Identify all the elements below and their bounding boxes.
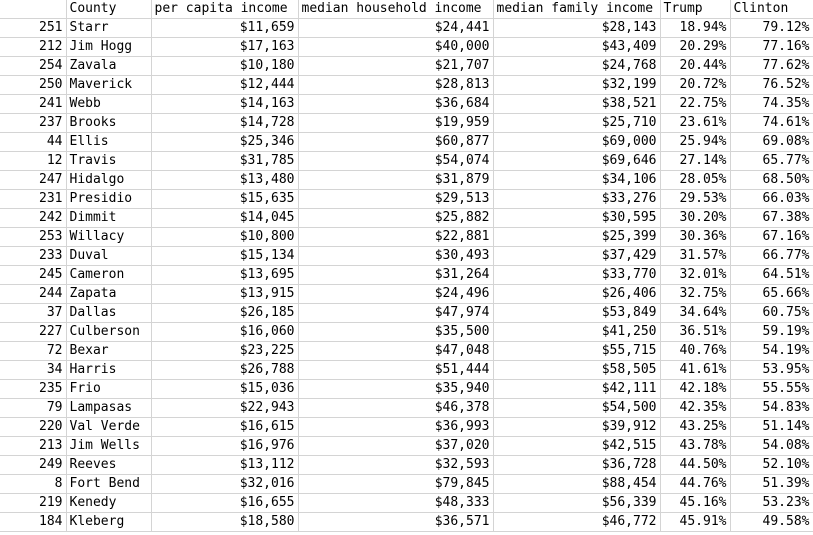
cell-per-capita-income[interactable]: $13,915	[151, 285, 298, 304]
cell-clinton[interactable]: 54.19%	[730, 342, 813, 361]
cell-trump[interactable]: 43.25%	[660, 418, 730, 437]
cell-county[interactable]: Zapata	[66, 285, 151, 304]
cell-id[interactable]: 44	[0, 133, 66, 152]
cell-trump[interactable]: 44.76%	[660, 475, 730, 494]
cell-clinton[interactable]: 77.62%	[730, 57, 813, 76]
table-row	[0, 304, 813, 323]
cell-id[interactable]: 231	[0, 190, 66, 209]
cell-per-capita-income[interactable]: $18,580	[151, 513, 298, 532]
cell-median-family-income[interactable]: $42,111	[493, 380, 660, 399]
cell-clinton[interactable]: 49.58%	[730, 513, 813, 532]
cell-county[interactable]: Kleberg	[66, 513, 151, 532]
cell-median-family-income[interactable]: $69,646	[493, 152, 660, 171]
cell-clinton[interactable]: 53.95%	[730, 361, 813, 380]
cell-per-capita-income[interactable]: $31,785	[151, 152, 298, 171]
cell-id[interactable]: 237	[0, 114, 66, 133]
cell-county[interactable]: Lampasas	[66, 399, 151, 418]
cell-clinton[interactable]: 65.77%	[730, 152, 813, 171]
cell-median-family-income[interactable]: $56,339	[493, 494, 660, 513]
cell-per-capita-income[interactable]: $14,728	[151, 114, 298, 133]
cell-trump[interactable]: 18.94%	[660, 19, 730, 38]
cell-county[interactable]: Zavala	[66, 57, 151, 76]
cell-per-capita-income[interactable]: $15,635	[151, 190, 298, 209]
cell-id[interactable]: 219	[0, 494, 66, 513]
cell-county[interactable]: Culberson	[66, 323, 151, 342]
table-row	[0, 247, 813, 266]
cell-id[interactable]: 250	[0, 76, 66, 95]
cell-median-household-income[interactable]: $35,940	[298, 380, 493, 399]
cell-id[interactable]: 34	[0, 361, 66, 380]
cell-per-capita-income[interactable]: $10,800	[151, 228, 298, 247]
cell-id[interactable]: 79	[0, 399, 66, 418]
cell-trump[interactable]: 32.75%	[660, 285, 730, 304]
cell-county[interactable]: Dimmit	[66, 209, 151, 228]
cell-id[interactable]: 242	[0, 209, 66, 228]
cell-clinton[interactable]: 64.51%	[730, 266, 813, 285]
cell-trump[interactable]: 44.50%	[660, 456, 730, 475]
cell-trump[interactable]: 28.05%	[660, 171, 730, 190]
cell-median-family-income[interactable]: $30,595	[493, 209, 660, 228]
table-row	[0, 95, 813, 114]
table-row	[0, 323, 813, 342]
cell-median-family-income[interactable]: $54,500	[493, 399, 660, 418]
cell-median-household-income[interactable]: $32,593	[298, 456, 493, 475]
cell-median-household-income[interactable]: $22,881	[298, 228, 493, 247]
cell-trump[interactable]: 25.94%	[660, 133, 730, 152]
cell-per-capita-income[interactable]: $14,045	[151, 209, 298, 228]
header-trump[interactable]: Trump	[660, 0, 730, 19]
cell-median-family-income[interactable]: $43,409	[493, 38, 660, 57]
cell-per-capita-income[interactable]: $10,180	[151, 57, 298, 76]
cell-county[interactable]: Presidio	[66, 190, 151, 209]
cell-median-household-income[interactable]: $25,882	[298, 209, 493, 228]
cell-median-household-income[interactable]: $54,074	[298, 152, 493, 171]
table-row	[0, 114, 813, 133]
cell-median-household-income[interactable]: $36,571	[298, 513, 493, 532]
cell-median-family-income[interactable]: $25,399	[493, 228, 660, 247]
cell-trump[interactable]: 20.29%	[660, 38, 730, 57]
cell-clinton[interactable]: 67.16%	[730, 228, 813, 247]
cell-per-capita-income[interactable]: $26,185	[151, 304, 298, 323]
cell-trump[interactable]: 45.16%	[660, 494, 730, 513]
cell-median-household-income[interactable]: $60,877	[298, 133, 493, 152]
table-row	[0, 418, 813, 437]
cell-median-household-income[interactable]: $48,333	[298, 494, 493, 513]
cell-clinton[interactable]: 65.66%	[730, 285, 813, 304]
cell-county[interactable]: Willacy	[66, 228, 151, 247]
cell-id[interactable]: 8	[0, 475, 66, 494]
cell-trump[interactable]: 23.61%	[660, 114, 730, 133]
cell-median-family-income[interactable]: $28,143	[493, 19, 660, 38]
cell-median-family-income[interactable]: $38,521	[493, 95, 660, 114]
table-row	[0, 19, 813, 38]
cell-trump[interactable]: 36.51%	[660, 323, 730, 342]
cell-id[interactable]: 213	[0, 437, 66, 456]
cell-per-capita-income[interactable]: $11,659	[151, 19, 298, 38]
table-row	[0, 285, 813, 304]
cell-median-family-income[interactable]: $24,768	[493, 57, 660, 76]
cell-median-household-income[interactable]: $28,813	[298, 76, 493, 95]
table-row	[0, 399, 813, 418]
cell-median-family-income[interactable]: $25,710	[493, 114, 660, 133]
cell-per-capita-income[interactable]: $32,016	[151, 475, 298, 494]
cell-median-household-income[interactable]: $35,500	[298, 323, 493, 342]
cell-per-capita-income[interactable]: $25,346	[151, 133, 298, 152]
cell-median-household-income[interactable]: $24,496	[298, 285, 493, 304]
cell-median-household-income[interactable]: $79,845	[298, 475, 493, 494]
cell-county[interactable]: Cameron	[66, 266, 151, 285]
cell-median-family-income[interactable]: $34,106	[493, 171, 660, 190]
cell-per-capita-income[interactable]: $16,615	[151, 418, 298, 437]
cell-clinton[interactable]: 52.10%	[730, 456, 813, 475]
header-row	[0, 0, 813, 19]
cell-trump[interactable]: 32.01%	[660, 266, 730, 285]
cell-id[interactable]: 235	[0, 380, 66, 399]
cell-county[interactable]: Brooks	[66, 114, 151, 133]
cell-clinton[interactable]: 59.19%	[730, 323, 813, 342]
cell-trump[interactable]: 42.35%	[660, 399, 730, 418]
cell-median-family-income[interactable]: $88,454	[493, 475, 660, 494]
cell-per-capita-income[interactable]: $13,480	[151, 171, 298, 190]
cell-median-household-income[interactable]: $46,378	[298, 399, 493, 418]
cell-median-family-income[interactable]: $41,250	[493, 323, 660, 342]
cell-median-family-income[interactable]: $69,000	[493, 133, 660, 152]
cell-trump[interactable]: 20.44%	[660, 57, 730, 76]
cell-median-family-income[interactable]: $42,515	[493, 437, 660, 456]
cell-id[interactable]: 247	[0, 171, 66, 190]
cell-id[interactable]: 37	[0, 304, 66, 323]
cell-county[interactable]: Dallas	[66, 304, 151, 323]
cell-trump[interactable]: 27.14%	[660, 152, 730, 171]
cell-median-household-income[interactable]: $37,020	[298, 437, 493, 456]
header-median-family-income[interactable]: median family income	[493, 0, 660, 19]
cell-clinton[interactable]: 54.83%	[730, 399, 813, 418]
table-row	[0, 494, 813, 513]
cell-median-family-income[interactable]: $39,912	[493, 418, 660, 437]
cell-trump[interactable]: 40.76%	[660, 342, 730, 361]
cell-median-household-income[interactable]: $51,444	[298, 361, 493, 380]
cell-per-capita-income[interactable]: $16,060	[151, 323, 298, 342]
table-row	[0, 152, 813, 171]
cell-per-capita-income[interactable]: $15,036	[151, 380, 298, 399]
cell-county[interactable]: Starr	[66, 19, 151, 38]
table-row	[0, 342, 813, 361]
cell-clinton[interactable]: 79.12%	[730, 19, 813, 38]
table-row	[0, 437, 813, 456]
cell-clinton[interactable]: 54.08%	[730, 437, 813, 456]
cell-clinton[interactable]: 68.50%	[730, 171, 813, 190]
table-row	[0, 76, 813, 95]
cell-clinton[interactable]: 51.39%	[730, 475, 813, 494]
table-row	[0, 380, 813, 399]
cell-trump[interactable]: 31.57%	[660, 247, 730, 266]
cell-clinton[interactable]: 77.16%	[730, 38, 813, 57]
cell-trump[interactable]: 42.18%	[660, 380, 730, 399]
cell-per-capita-income[interactable]: $14,163	[151, 95, 298, 114]
cell-median-family-income[interactable]: $26,406	[493, 285, 660, 304]
cell-median-family-income[interactable]: $46,772	[493, 513, 660, 532]
cell-county[interactable]: Ellis	[66, 133, 151, 152]
cell-per-capita-income[interactable]: $16,655	[151, 494, 298, 513]
cell-county[interactable]: Val Verde	[66, 418, 151, 437]
cell-median-household-income[interactable]: $36,684	[298, 95, 493, 114]
cell-county[interactable]: Kenedy	[66, 494, 151, 513]
cell-median-household-income[interactable]: $47,048	[298, 342, 493, 361]
table-row	[0, 57, 813, 76]
cell-per-capita-income[interactable]: $13,112	[151, 456, 298, 475]
cell-clinton[interactable]: 76.52%	[730, 76, 813, 95]
cell-id[interactable]: 245	[0, 266, 66, 285]
cell-trump[interactable]: 43.78%	[660, 437, 730, 456]
cell-median-household-income[interactable]: $31,264	[298, 266, 493, 285]
table-row	[0, 266, 813, 285]
cell-median-family-income[interactable]: $37,429	[493, 247, 660, 266]
cell-trump[interactable]: 20.72%	[660, 76, 730, 95]
cell-county[interactable]: Maverick	[66, 76, 151, 95]
table-row	[0, 171, 813, 190]
table-row	[0, 475, 813, 494]
cell-id[interactable]: 254	[0, 57, 66, 76]
cell-per-capita-income[interactable]: $26,788	[151, 361, 298, 380]
table-row	[0, 361, 813, 380]
cell-id[interactable]: 220	[0, 418, 66, 437]
cell-median-household-income[interactable]: $29,513	[298, 190, 493, 209]
cell-clinton[interactable]: 60.75%	[730, 304, 813, 323]
cell-median-household-income[interactable]: $30,493	[298, 247, 493, 266]
cell-county[interactable]: Travis	[66, 152, 151, 171]
cell-median-household-income[interactable]: $36,993	[298, 418, 493, 437]
cell-median-family-income[interactable]: $32,199	[493, 76, 660, 95]
cell-id[interactable]: 233	[0, 247, 66, 266]
cell-county[interactable]: Bexar	[66, 342, 151, 361]
cell-median-household-income[interactable]: $21,707	[298, 57, 493, 76]
table-row	[0, 456, 813, 475]
cell-county[interactable]: Jim Wells	[66, 437, 151, 456]
cell-median-family-income[interactable]: $33,276	[493, 190, 660, 209]
header-per-capita-income[interactable]: per capita income	[151, 0, 298, 19]
cell-id[interactable]: 244	[0, 285, 66, 304]
cell-clinton[interactable]: 69.08%	[730, 133, 813, 152]
table-row	[0, 513, 813, 532]
cell-per-capita-income[interactable]: $16,976	[151, 437, 298, 456]
cell-clinton[interactable]: 66.77%	[730, 247, 813, 266]
cell-clinton[interactable]: 53.23%	[730, 494, 813, 513]
table-row	[0, 228, 813, 247]
cell-median-household-income[interactable]: $40,000	[298, 38, 493, 57]
table-row	[0, 209, 813, 228]
cell-county[interactable]: Harris	[66, 361, 151, 380]
cell-county[interactable]: Reeves	[66, 456, 151, 475]
cell-trump[interactable]: 29.53%	[660, 190, 730, 209]
cell-id[interactable]: 249	[0, 456, 66, 475]
cell-trump[interactable]: 45.91%	[660, 513, 730, 532]
cell-per-capita-income[interactable]: $13,695	[151, 266, 298, 285]
cell-per-capita-income[interactable]: $15,134	[151, 247, 298, 266]
cell-median-family-income[interactable]: $33,770	[493, 266, 660, 285]
cell-median-household-income[interactable]: $47,974	[298, 304, 493, 323]
cell-id[interactable]: 241	[0, 95, 66, 114]
cell-id[interactable]: 227	[0, 323, 66, 342]
cell-per-capita-income[interactable]: $17,163	[151, 38, 298, 57]
cell-county[interactable]: Jim Hogg	[66, 38, 151, 57]
cell-median-household-income[interactable]: $31,879	[298, 171, 493, 190]
cell-county[interactable]: Duval	[66, 247, 151, 266]
cell-median-family-income[interactable]: $53,849	[493, 304, 660, 323]
cell-trump[interactable]: 30.36%	[660, 228, 730, 247]
cell-id[interactable]: 184	[0, 513, 66, 532]
cell-trump[interactable]: 41.61%	[660, 361, 730, 380]
cell-median-family-income[interactable]: $58,505	[493, 361, 660, 380]
cell-clinton[interactable]: 74.61%	[730, 114, 813, 133]
cell-county[interactable]: Fort Bend	[66, 475, 151, 494]
header-clinton[interactable]: Clinton	[730, 0, 813, 19]
cell-id[interactable]: 212	[0, 38, 66, 57]
header-id[interactable]	[0, 0, 66, 19]
cell-clinton[interactable]: 51.14%	[730, 418, 813, 437]
header-median-household-income[interactable]: median household income	[298, 0, 493, 19]
cell-id[interactable]: 253	[0, 228, 66, 247]
table-row	[0, 38, 813, 57]
cell-median-household-income[interactable]: $19,959	[298, 114, 493, 133]
cell-clinton[interactable]: 74.35%	[730, 95, 813, 114]
table-row	[0, 133, 813, 152]
cell-clinton[interactable]: 66.03%	[730, 190, 813, 209]
cell-id[interactable]: 251	[0, 19, 66, 38]
cell-county[interactable]: Frio	[66, 380, 151, 399]
header-county[interactable]: County	[66, 0, 151, 19]
cell-clinton[interactable]: 67.38%	[730, 209, 813, 228]
cell-trump[interactable]: 22.75%	[660, 95, 730, 114]
cell-median-family-income[interactable]: $55,715	[493, 342, 660, 361]
cell-per-capita-income[interactable]: $23,225	[151, 342, 298, 361]
cell-median-household-income[interactable]: $24,441	[298, 19, 493, 38]
cell-median-family-income[interactable]: $36,728	[493, 456, 660, 475]
table-row	[0, 190, 813, 209]
cell-per-capita-income[interactable]: $22,943	[151, 399, 298, 418]
cell-per-capita-income[interactable]: $12,444	[151, 76, 298, 95]
cell-id[interactable]: 12	[0, 152, 66, 171]
cell-trump[interactable]: 30.20%	[660, 209, 730, 228]
cell-id[interactable]: 72	[0, 342, 66, 361]
cell-county[interactable]: Webb	[66, 95, 151, 114]
cell-trump[interactable]: 34.64%	[660, 304, 730, 323]
cell-county[interactable]: Hidalgo	[66, 171, 151, 190]
cell-clinton[interactable]: 55.55%	[730, 380, 813, 399]
